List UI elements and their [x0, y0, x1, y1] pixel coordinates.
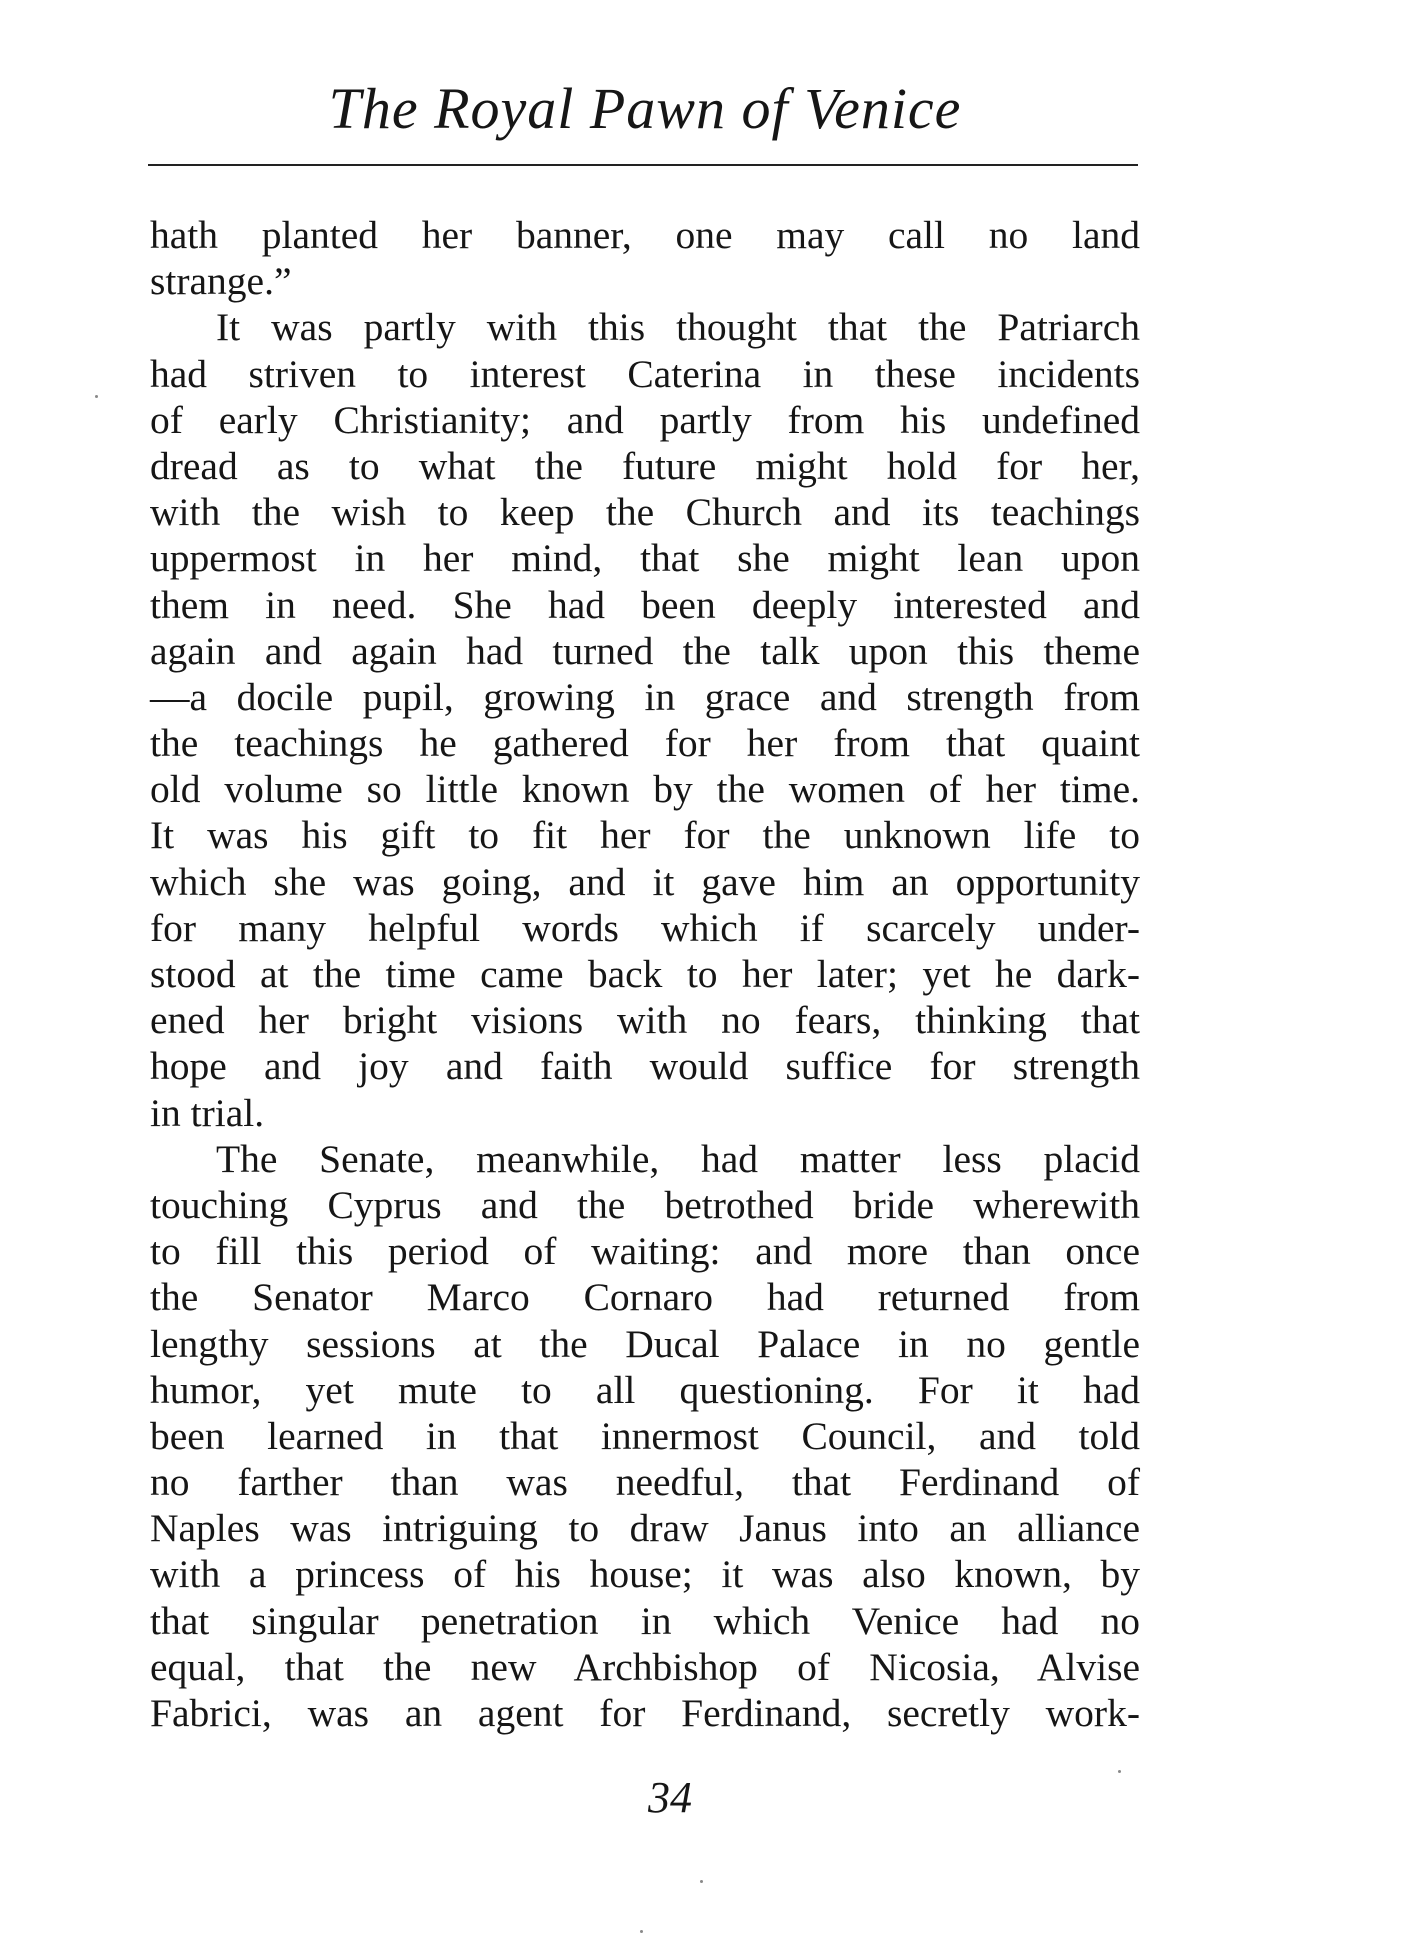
text-line: of early Christianity; and partly from his undefined: [150, 397, 1140, 442]
running-head: The Royal Pawn of Venice: [328, 76, 962, 141]
header-rule: [148, 164, 1138, 166]
text-line: ened her bright visions with no fears, thinking that: [150, 998, 1140, 1043]
text-line: to fill this period of waiting: and more than once: [150, 1229, 1140, 1274]
text-line: been learned in that innermost Council, and told: [150, 1413, 1140, 1458]
text-line: for many helpful words which if scarcely under-: [150, 905, 1140, 950]
paper-speck: [1118, 1770, 1121, 1773]
text-line: Fabrici, was an agent for Ferdinand, secretly work-: [150, 1691, 1140, 1735]
text-line: humor, yet mute to all questioning. For it had: [150, 1367, 1140, 1412]
text-line: the teachings he gathered for her from that quaint: [150, 721, 1140, 766]
text-line: no farther than was needful, that Ferdinand of: [150, 1460, 1140, 1505]
text-line: It was his gift to fit her for the unknown life to: [150, 813, 1140, 858]
text-line: The Senate, meanwhile, had matter less placid: [216, 1136, 1140, 1181]
text-line: Naples was intriguing to draw Janus into an alliance: [150, 1506, 1140, 1551]
text-line: strange.”: [150, 259, 292, 304]
text-line: which she was going, and it gave him an opportunity: [150, 859, 1140, 904]
text-line: in trial.: [150, 1090, 265, 1135]
text-line: touching Cyprus and the betrothed bride wherewith: [150, 1182, 1140, 1227]
text-line: them in need. She had been deeply interested and: [150, 582, 1140, 627]
text-line: hope and joy and faith would suffice for strength: [150, 1044, 1140, 1089]
text-line: old volume so little known by the women of her time.: [150, 767, 1140, 812]
paper-speck: [95, 395, 98, 398]
text-line: again and again had turned the talk upon this theme: [150, 628, 1140, 673]
text-line: that singular penetration in which Venice had no: [150, 1598, 1140, 1643]
paper-speck: [640, 1930, 643, 1933]
text-line: the Senator Marco Cornaro had returned from: [150, 1275, 1140, 1320]
text-line: dread as to what the future might hold for her,: [150, 443, 1140, 488]
body-text: [150, 212, 1140, 1736]
text-line: with the wish to keep the Church and its teachings: [150, 490, 1140, 535]
text-line: uppermost in her mind, that she might lean upon: [150, 536, 1140, 581]
text-line: lengthy sessions at the Ducal Palace in no gentle: [150, 1321, 1140, 1366]
text-line: hath planted her banner, one may call no land: [150, 213, 1140, 257]
text-line: had striven to interest Caterina in these incidents: [150, 351, 1140, 396]
text-line: with a princess of his house; it was also known, by: [150, 1552, 1140, 1597]
paper-speck: [700, 1880, 703, 1883]
text-line: stood at the time came back to her later; yet he dark-: [150, 952, 1140, 996]
text-line: —a docile pupil, growing in grace and strength from: [150, 674, 1140, 719]
text-line: equal, that the new Archbishop of Nicosia, Alvise: [150, 1644, 1140, 1689]
text-line: It was partly with this thought that the Patriarch: [216, 305, 1140, 350]
page-number: 34: [648, 1773, 692, 1822]
